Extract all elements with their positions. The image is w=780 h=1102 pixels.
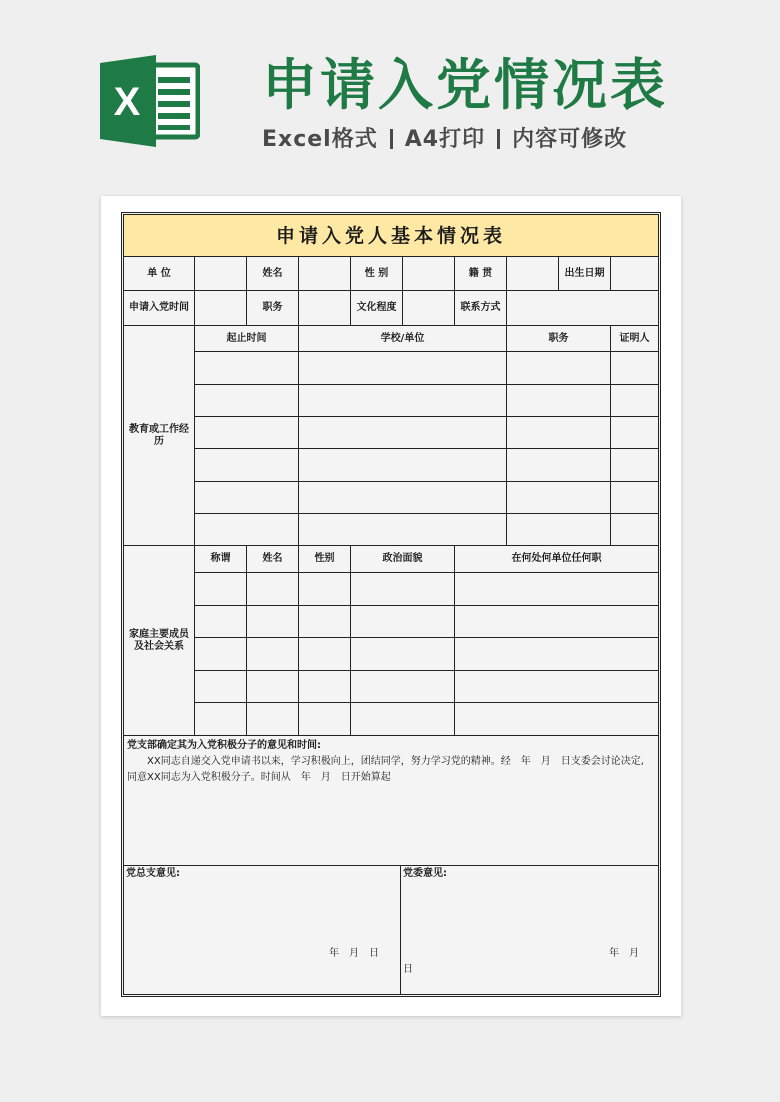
- table-cell[interactable]: [299, 417, 507, 449]
- party-committee-day: 日: [403, 964, 413, 975]
- table-cell[interactable]: [507, 417, 611, 449]
- table-cell[interactable]: [299, 573, 351, 606]
- table-cell[interactable]: [611, 514, 658, 546]
- field-name[interactable]: [299, 257, 351, 291]
- label-birth-date: 出生日期: [559, 257, 611, 291]
- table-cell[interactable]: [455, 671, 658, 703]
- table-cell[interactable]: [351, 703, 455, 736]
- col-relation: 称谓: [195, 546, 247, 573]
- table-cell[interactable]: [247, 573, 299, 606]
- col-workplace: 在何处何单位任何职: [455, 546, 658, 573]
- general-branch-date: 年 月 日: [329, 948, 379, 959]
- table-cell[interactable]: [455, 573, 658, 606]
- table-cell[interactable]: [195, 352, 299, 385]
- field-native-place[interactable]: [507, 257, 559, 291]
- branch-opinion-line2: 同意XX同志为入党积极分子。时间从 年 月 日开始算起: [127, 772, 391, 783]
- page-title: 申请入党情况表: [262, 53, 669, 117]
- party-committee-opinion[interactable]: [401, 866, 658, 994]
- table-cell[interactable]: [195, 606, 247, 638]
- party-committee-date: 年 月: [609, 948, 639, 959]
- table-cell[interactable]: [611, 385, 658, 417]
- table-cell[interactable]: [195, 482, 299, 514]
- table-cell[interactable]: [247, 671, 299, 703]
- table-cell[interactable]: [455, 606, 658, 638]
- table-cell[interactable]: [299, 638, 351, 671]
- form-grid: [124, 215, 658, 994]
- branch-opinion-line1: XX同志自递交入党申请书以来，学习积极向上，团结同学，努力学习党的精神。经 年 月 日支委会讨论决定,: [147, 756, 644, 767]
- label-native-place: 籍 贯: [455, 257, 507, 291]
- table-cell[interactable]: [507, 449, 611, 482]
- label-name: 姓名: [247, 257, 299, 291]
- table-cell[interactable]: [611, 417, 658, 449]
- table-cell[interactable]: [247, 703, 299, 736]
- table-cell[interactable]: [507, 385, 611, 417]
- paper-sheet: [101, 196, 681, 1016]
- table-cell[interactable]: [299, 352, 507, 385]
- svg-text:X: X: [113, 80, 141, 124]
- col-member-gender: 性别: [299, 546, 351, 573]
- table-cell[interactable]: [507, 514, 611, 546]
- subtitle-separator: [390, 129, 393, 149]
- general-branch-title: 党总支意见:: [126, 868, 180, 879]
- table-cell[interactable]: [195, 417, 299, 449]
- table-cell[interactable]: [299, 482, 507, 514]
- table-cell[interactable]: [299, 385, 507, 417]
- field-birth-date[interactable]: [611, 257, 658, 291]
- table-cell[interactable]: [611, 449, 658, 482]
- field-contact[interactable]: [507, 291, 658, 326]
- field-apply-time[interactable]: [195, 291, 247, 326]
- table-cell[interactable]: [507, 352, 611, 385]
- party-committee-title: 党委意见:: [403, 868, 447, 879]
- label-unit: 单 位: [124, 257, 195, 291]
- col-witness: 证明人: [611, 326, 658, 352]
- col-period: 起止时间: [195, 326, 299, 352]
- table-cell[interactable]: [195, 514, 299, 546]
- branch-opinion-title: 党支部确定其为入党积极分子的意见和时间:: [127, 740, 321, 751]
- label-gender: 性 别: [351, 257, 403, 291]
- form-sheet: [121, 212, 661, 997]
- table-cell[interactable]: [507, 482, 611, 514]
- field-education-level[interactable]: [403, 291, 455, 326]
- branch-opinion-section[interactable]: [124, 736, 658, 866]
- table-cell[interactable]: [351, 573, 455, 606]
- col-political-status: 政治面貌: [351, 546, 455, 573]
- table-cell[interactable]: [455, 703, 658, 736]
- excel-logo-icon: [100, 55, 200, 147]
- table-cell[interactable]: [611, 352, 658, 385]
- form-title: 申请入党人基本情况表: [124, 215, 658, 257]
- page-subtitle: [262, 126, 627, 154]
- table-cell[interactable]: [299, 671, 351, 703]
- table-cell[interactable]: [351, 638, 455, 671]
- col-school-unit: 学校/单位: [299, 326, 507, 352]
- field-position[interactable]: [299, 291, 351, 326]
- table-cell[interactable]: [351, 671, 455, 703]
- subtitle-print: A4打印: [404, 127, 486, 152]
- label-position: 职务: [247, 291, 299, 326]
- table-cell[interactable]: [455, 638, 658, 671]
- subtitle-format: Excel格式: [262, 127, 378, 152]
- table-cell[interactable]: [299, 606, 351, 638]
- field-gender[interactable]: [403, 257, 455, 291]
- label-education-level: 文化程度: [351, 291, 403, 326]
- table-cell[interactable]: [195, 671, 247, 703]
- field-unit[interactable]: [195, 257, 247, 291]
- table-cell[interactable]: [299, 514, 507, 546]
- col-job-title: 职务: [507, 326, 611, 352]
- table-cell[interactable]: [351, 606, 455, 638]
- col-member-name: 姓名: [247, 546, 299, 573]
- table-cell[interactable]: [195, 449, 299, 482]
- table-cell[interactable]: [195, 385, 299, 417]
- label-apply-time: 申请入党时间: [124, 291, 195, 326]
- table-cell[interactable]: [299, 703, 351, 736]
- table-cell[interactable]: [247, 606, 299, 638]
- table-cell[interactable]: [299, 449, 507, 482]
- table-cell[interactable]: [195, 573, 247, 606]
- table-cell[interactable]: [247, 638, 299, 671]
- table-cell[interactable]: [195, 703, 247, 736]
- label-family-relations: 家庭主要成员及社会关系: [124, 546, 195, 736]
- subtitle-editable: 内容可修改: [512, 127, 628, 152]
- label-education-history: 教育或工作经历: [124, 326, 195, 546]
- general-branch-opinion[interactable]: [124, 866, 401, 994]
- table-cell[interactable]: [195, 638, 247, 671]
- label-contact: 联系方式: [455, 291, 507, 326]
- table-cell[interactable]: [611, 482, 658, 514]
- subtitle-separator: [497, 129, 500, 149]
